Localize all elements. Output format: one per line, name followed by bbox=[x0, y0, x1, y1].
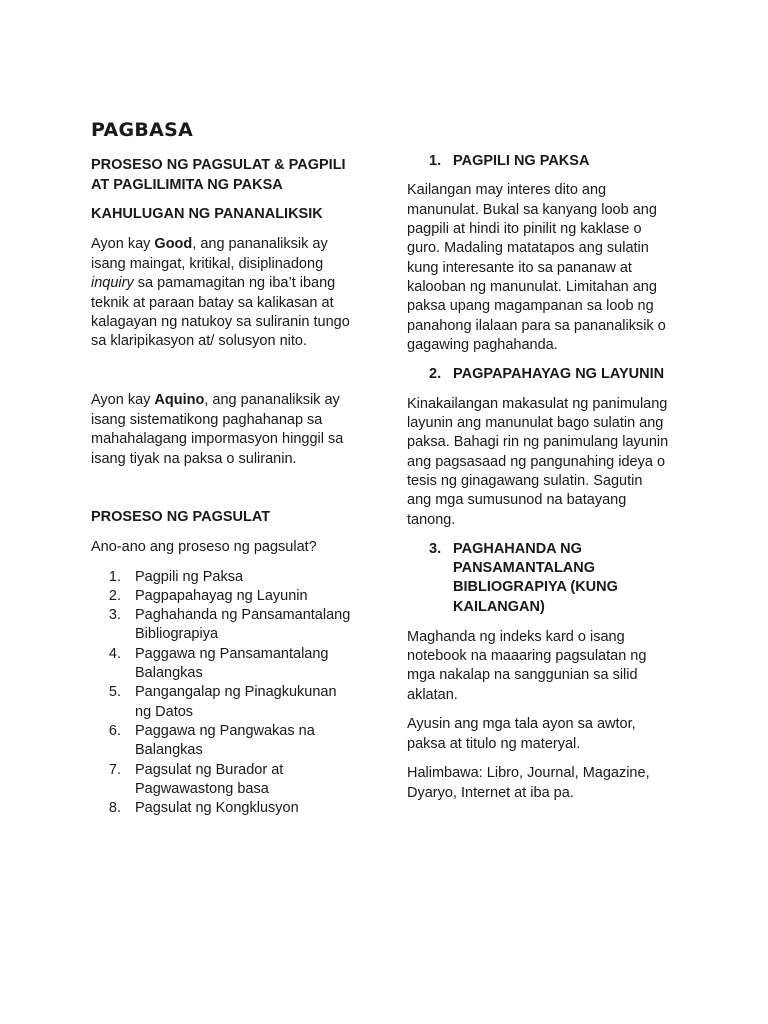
good-line-5: kalagayan ng natukoy sa suliranin tungo bbox=[91, 314, 350, 330]
paragraph-line: Dyaryo, Internet at iba pa. bbox=[407, 785, 574, 801]
paragraph-line: manunulat. Bukal sa kanyang loob ang bbox=[407, 202, 657, 218]
heading-number: 1. bbox=[429, 153, 442, 169]
heading-number: 3. bbox=[429, 541, 442, 557]
paragraph-line: notebook na maaaring pagsulatan ng bbox=[407, 648, 647, 664]
section-heading-proseso-pagsulat: PROSESO NG PAGSULAT bbox=[91, 509, 271, 525]
list-text: Balangkas bbox=[135, 665, 203, 681]
aquino-line-1 bbox=[91, 391, 340, 411]
list-number: 7. bbox=[108, 762, 121, 778]
good-line-3 bbox=[91, 274, 335, 294]
heading-number: 2. bbox=[429, 366, 442, 382]
list-number: 2. bbox=[108, 588, 121, 604]
list-number: 8. bbox=[108, 800, 121, 816]
list-text: Pagpili ng Paksa bbox=[135, 569, 244, 585]
paragraph-line: Ayusin ang mga tala ayon sa awtor, bbox=[407, 716, 636, 732]
heading-line: AT PAGLILIMITA NG PAKSA bbox=[91, 177, 283, 193]
text-run: sa pamamagitan ng iba’t ibang bbox=[133, 275, 336, 291]
section-heading-proseso-pagpili-line2 bbox=[91, 176, 283, 196]
list-text: Pagsulat ng Kongklusyon bbox=[135, 800, 299, 816]
text-run: Ayon kay bbox=[91, 236, 155, 252]
paragraph-line: tesis ng ginagawang sulatin. Sagutin bbox=[407, 473, 643, 489]
page-title: PAGBASA bbox=[91, 119, 194, 141]
heading-text: KAILANGAN) bbox=[453, 599, 545, 615]
aquino-line-4: isang tiyak na paksa o suliranin. bbox=[91, 451, 297, 467]
question-text: Ano-ano ang proseso ng pagsulat? bbox=[91, 539, 317, 555]
paragraph-line: Kailangan may interes dito ang bbox=[407, 182, 607, 198]
list-number: 4. bbox=[108, 646, 121, 662]
paragraph-line: gagawing paghahanda. bbox=[407, 337, 558, 353]
paragraph-line: paksa upang magampanan sa loob ng bbox=[407, 298, 654, 314]
heading-text: PANSAMANTALANG bbox=[453, 560, 596, 576]
list-number: 1. bbox=[108, 569, 121, 585]
list-text: Paggawa ng Pansamantalang bbox=[135, 646, 329, 662]
text-run: , ang pananaliksik ay bbox=[192, 236, 328, 252]
list-text: Bibliograpiya bbox=[135, 626, 219, 642]
paragraph-line: aklatan. bbox=[407, 687, 458, 703]
list-text: Paggawa ng Pangwakas na bbox=[135, 723, 315, 739]
text-run: Ayon kay bbox=[91, 392, 155, 408]
paragraph-line: guro. Madaling matatapos ang sulatin bbox=[407, 240, 649, 256]
paragraph-line: mga nakalap na sanggunian sa silid bbox=[407, 667, 638, 683]
paragraph-line: Maghanda ng indeks kard o isang bbox=[407, 629, 625, 645]
paragraph-line: Kinakailangan makasulat ng panimulang bbox=[407, 396, 668, 412]
heading-text: BIBLIOGRAPIYA (KUNG bbox=[453, 579, 618, 595]
paragraph-line: tanong. bbox=[407, 512, 456, 528]
author-name-aquino: Aquino bbox=[154, 392, 205, 408]
paragraph-line: pagpili at hindi ito pinilit ng kaklase o bbox=[407, 221, 642, 237]
paragraph-line: paksa. Bahagi rin ng panimulang layunin bbox=[407, 434, 669, 450]
list-text: Paghahanda ng Pansamantalang bbox=[135, 607, 351, 623]
section-heading-kahulugan: KAHULUGAN NG PANANALIKSIK bbox=[91, 206, 323, 222]
heading-text: PAGHAHANDA NG bbox=[453, 541, 582, 557]
list-text: Balangkas bbox=[135, 742, 203, 758]
heading-line: PROSESO NG PAGSULAT & PAGPILI bbox=[91, 157, 346, 173]
heading-text: PAGPILI NG PAKSA bbox=[453, 153, 590, 169]
paragraph-line: panahong ilalaan para sa pananaliksik o bbox=[407, 318, 666, 334]
list-number: 3. bbox=[108, 607, 121, 623]
paragraph-line: ang mga sumusunod na batayang bbox=[407, 492, 627, 508]
good-line-4: teknik at paraan batay sa kalikasan at bbox=[91, 295, 334, 311]
list-text: ng Datos bbox=[135, 704, 194, 720]
paragraph-line: paksa at titulo ng materyal. bbox=[407, 736, 581, 752]
list-number: 5. bbox=[108, 684, 121, 700]
section-heading-proseso-pagpili bbox=[91, 156, 346, 176]
aquino-line-3: mahahalagang impormasyon hinggil sa bbox=[91, 431, 344, 447]
paragraph-line: kalooban ng manunulat. Limitahan ang bbox=[407, 279, 657, 295]
list-number: 6. bbox=[108, 723, 121, 739]
good-line-2: isang maingat, kritikal, disiplinadong bbox=[91, 256, 324, 272]
paragraph-line: kung interesante ito sa pananaw at bbox=[407, 260, 632, 276]
paragraph-line: ang pagsasaad ng pangunahing ideya o bbox=[407, 454, 666, 470]
good-line-1 bbox=[91, 235, 328, 255]
list-text: Pagwawastong basa bbox=[135, 781, 269, 797]
list-text: Pangangalap ng Pinagkukunan bbox=[135, 684, 337, 700]
list-text: Pagsulat ng Burador at bbox=[135, 762, 284, 778]
italic-term: inquiry bbox=[91, 275, 134, 291]
text-run: , ang pananaliksik ay bbox=[204, 392, 340, 408]
good-line-6: sa klaripikasyon at/ solusyon nito. bbox=[91, 333, 307, 349]
author-name-good: Good bbox=[154, 236, 193, 252]
aquino-line-2: isang sistematikong paghahanap sa bbox=[91, 412, 323, 428]
paragraph-line: Halimbawa: Libro, Journal, Magazine, bbox=[407, 765, 650, 781]
list-text: Pagpapahayag ng Layunin bbox=[135, 588, 308, 604]
paragraph-line: layunin ang manunulat bago sulatin ang bbox=[407, 415, 664, 431]
heading-text: PAGPAPAHAYAG NG LAYUNIN bbox=[453, 366, 665, 382]
